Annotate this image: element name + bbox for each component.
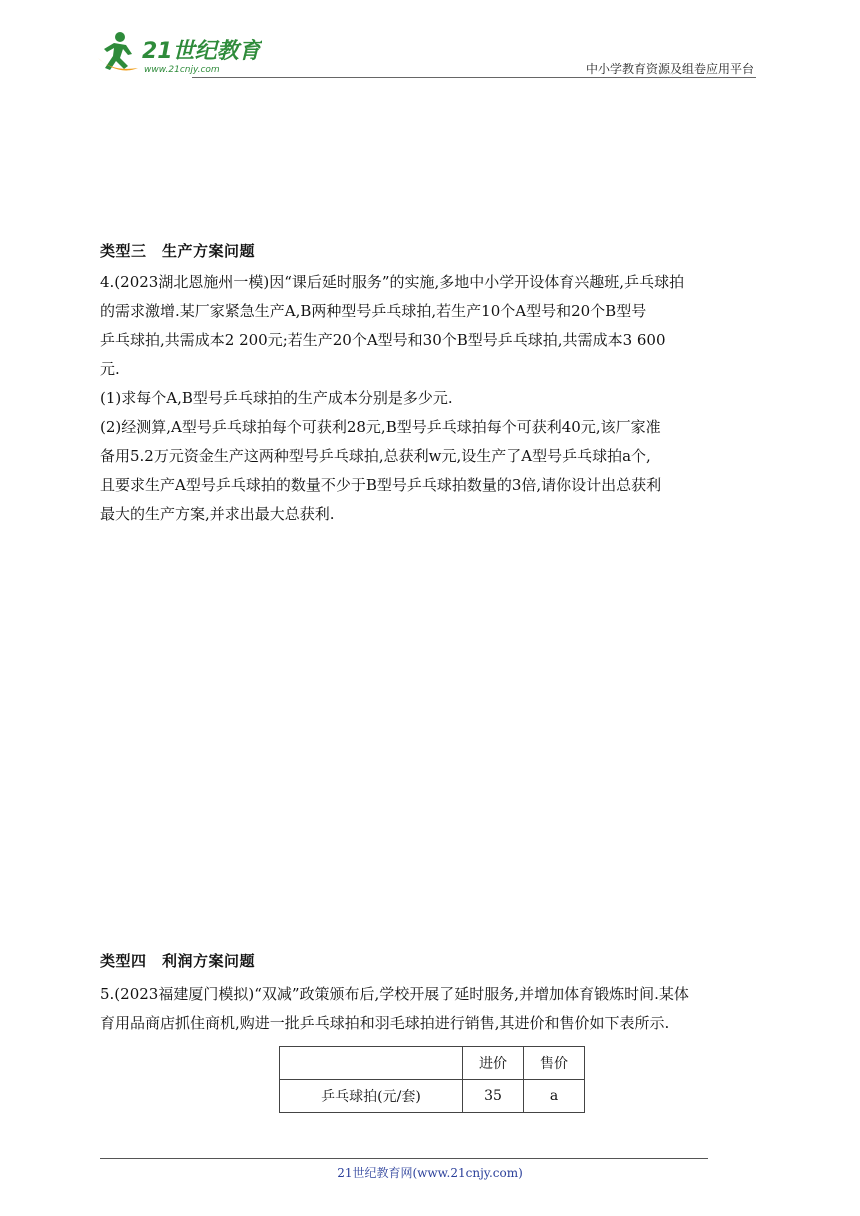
price-table <box>279 1046 585 1113</box>
q4-line: 的需求激增.某厂家紧急生产A,B两种型号乒乓球拍,若生产10个A型号和20个B型号 <box>100 302 647 320</box>
q4-line: 且要求生产A型号乒乓球拍的数量不少于B型号乒乓球拍数量的3倍,请你设计出总获利 <box>100 476 662 494</box>
q4-line: 备用5.2万元资金生产这两种型号乒乓球拍,总获利w元,设生产了A型号乒乓球拍a个, <box>100 447 651 465</box>
footer-text: 21世纪教育网(www.21cnjy.com) <box>337 1166 523 1180</box>
page-header <box>92 28 756 80</box>
table-cell: 乒乓球拍(元/套) <box>280 1080 463 1113</box>
table-cell: 35 <box>463 1080 524 1113</box>
footer-divider <box>100 1158 708 1159</box>
platform-label: 中小学教育资源及组卷应用平台 <box>585 62 754 76</box>
q5-line: 育用品商店抓住商机,购进一批乒乓球拍和羽毛球拍进行销售,其进价和售价如下表所示. <box>100 1014 670 1032</box>
logo <box>92 28 262 78</box>
q4-line: 乒乓球拍,共需成本2 200元;若生产20个A型号和30个B型号乒乓球拍,共需成本3 600 <box>100 331 666 349</box>
q4-line: (2)经测算,A型号乒乓球拍每个可获利28元,B型号乒乓球拍每个可获利40元,该厂家准 <box>100 418 661 436</box>
question-5 <box>100 980 760 1038</box>
logo-text: 21世纪教育 <box>142 39 261 64</box>
table-row <box>280 1080 585 1113</box>
q5-line: 5.(2023福建厦门模拟)“双减”政策颁布后,学校开展了延时服务,并增加体育锻炼时间.某体 <box>100 985 689 1003</box>
q4-line: 元. <box>100 360 120 378</box>
runner-icon <box>98 32 138 70</box>
table-header-cell: 进价 <box>463 1047 524 1080</box>
table-header-row <box>280 1047 585 1080</box>
logo-url: www.21cnjy.com <box>144 65 220 75</box>
table-header-cell: 售价 <box>524 1047 585 1080</box>
table-header-cell <box>280 1047 463 1080</box>
section-title-3: 类型三 生产方案问题 <box>100 242 256 260</box>
q4-line: 4.(2023湖北恩施州一模)因“课后延时服务”的实施,多地中小学开设体育兴趣班,乒乓球拍 <box>100 273 685 291</box>
section-title-4: 类型四 利润方案问题 <box>100 952 256 970</box>
header-divider <box>192 77 756 78</box>
q4-line: 最大的生产方案,并求出最大总获利. <box>100 505 335 523</box>
table-cell: a <box>524 1080 585 1113</box>
question-4 <box>100 268 760 529</box>
q4-part-1: (1)求每个A,B型号乒乓球拍的生产成本分别是多少元. <box>100 389 453 407</box>
